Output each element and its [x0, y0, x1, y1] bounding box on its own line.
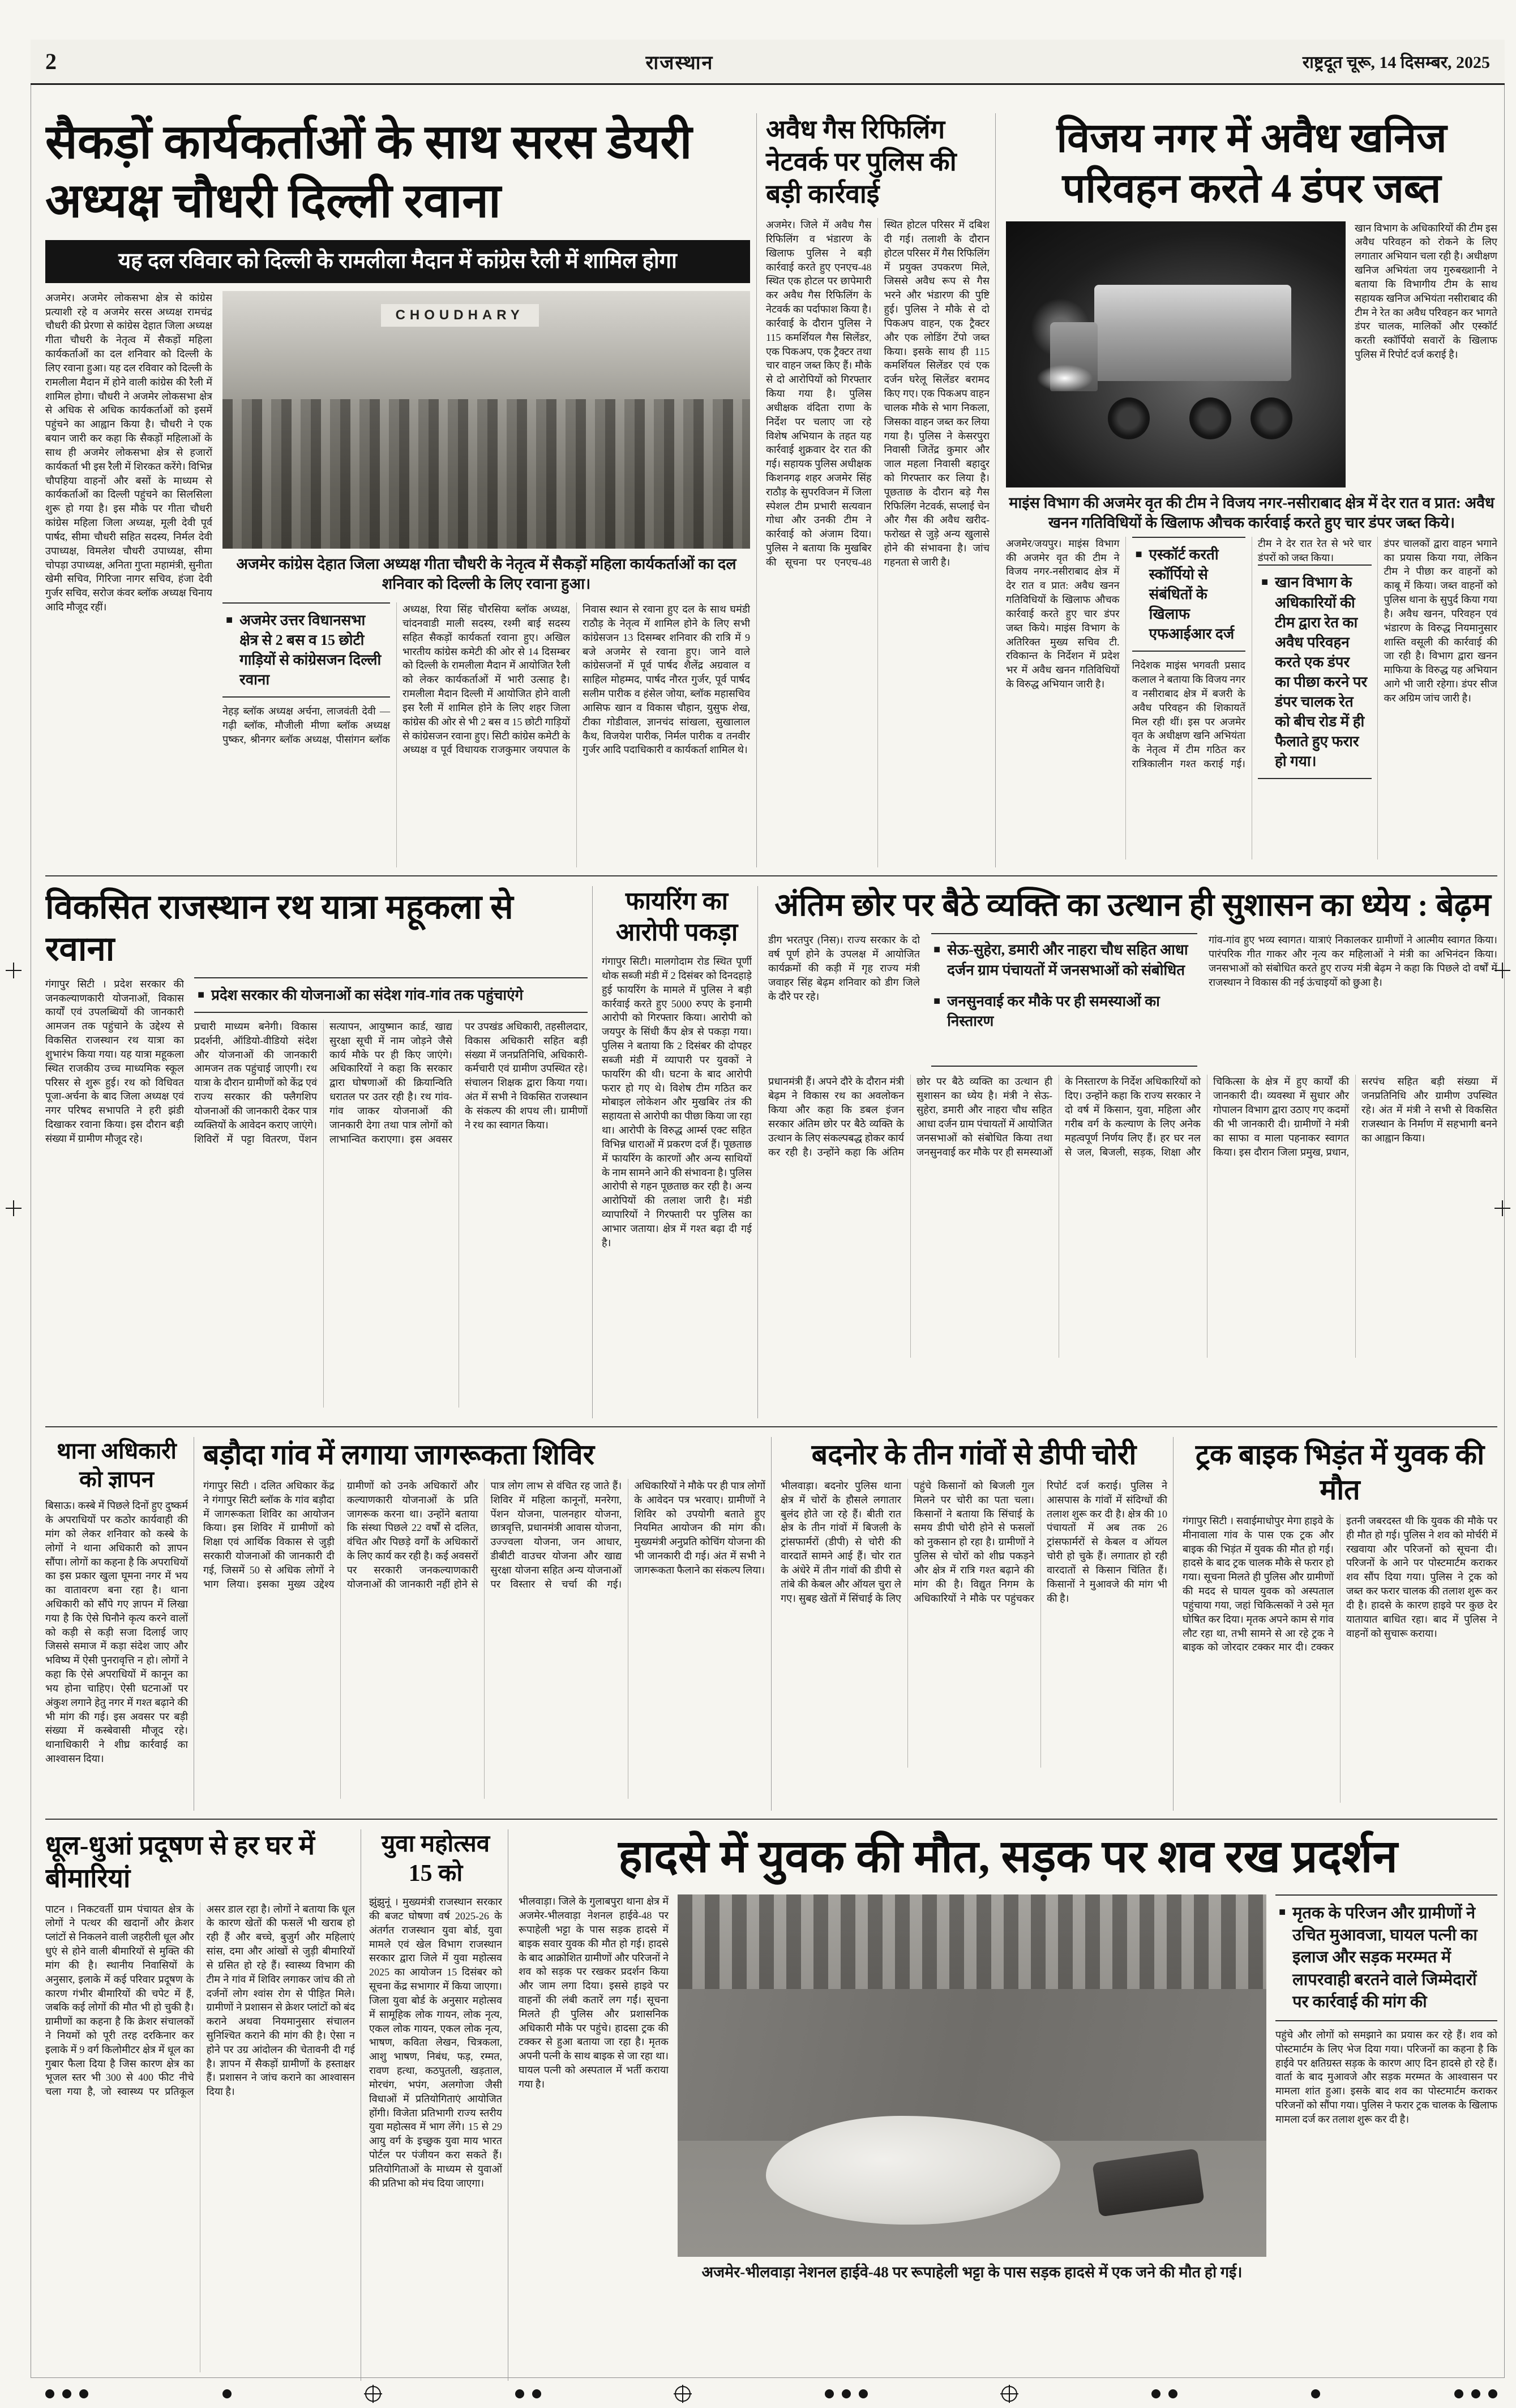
- article-dateline-column: गंगापुर सिटी । प्रदेश सरकार की जनकल्याणकारी योजनाओं, विकास कार्यों एवं उपलब्धियों की जानकारी आमजन तक पहुंचाने के उद्देश्य से विकसित राजस्थान रथ यात्रा का शुभारंभ किया गया। यह यात्रा महूकला स्थित राजकीय उच्च माध्यमिक स्कूल परिसर से शुरू हुई। रथ को विधिवत पूजा-अर्चना के बाद जिला अध्यक्ष एवं नगर परिषद सभापति ने हरी झंडी दिखाकर रवाना किया। इस दौरान बड़ी संख्या में ग्रामीण मौजूद रहे।: [45, 978, 184, 1144]
- photo-caption: अजमेर कांग्रेस देहात जिला अध्यक्ष गीता चौधरी के नेतृत्व में सैकड़ों महिला कार्यकर्ताओं का दल शनिवार को दिल्ली के लिए रवाना हुआ।: [236, 555, 736, 593]
- article-body: नेहड़ ब्लॉक अध्यक्ष अर्चना, लाजवंती देवी — गढ़ी ब्लॉक, मौजीली मीणा ब्लॉक अध्यक्ष पुष्कर, श्रीनगर ब्लॉक अध्यक्ष, पीसांगन ब्लॉक अध्यक्ष, रिया सिंह चौरसिया ब्लॉक अध्यक्ष, चांदनवाडी माली सदस्य, रश्मी बाई सदस्य सहित सैकड़ों कार्यकर्ता रवाना हुए। अखिल भारतीय कांग्रेस कमेटी की ओर से 14 दिसम्बर को दिल्ली के रामलीला मैदान में आयोजित रैली को लेकर कार्यकर्ताओं में भारी उत्साह है। रामलीला मैदान दिल्ली में आयोजित होने वाली इस रैली में शामिल होने के लिए शहर जिला कांग्रेस की ओर से भी 2 बस व 15 छोटी गाड़ियों से कांग्रेसजन रवाना हुए। सिटी कांग्रेस कमेटी के अध्यक्ष व पूर्व विधायक राजकुमार जयपाल के निवास स्थान से रवाना हुए दल के साथ घमंडी राठौड़ के नेतृत्व में शामिल होने के लिए सभी कांग्रेसजन 13 दिसम्बर शनिवार की रात्रि में 9 बजे अजमेर से रवाना हुए। जाने वाले कांग्रेसजनों में पूर्व पार्षद शैलेंद्र अग्रवाल व साहिल मोहम्मद, पार्षद नौरत गुर्जर, पूर्व पार्षद सलीम पारीक व हंसेल जोया, ब्लॉक महासचिव आसिफ खान व विकास चौहान, युसुफ शेख, टीका गोडीवाल, ज्ञानचंद सांखला, सुखालाल कैथ, विजयेश पारीक, निर्मल पारीक व तनवीर गुर्जर आदि पदाधिकारी व कार्यकर्ता शामिल थे।: [222, 604, 750, 756]
- section-divider: [45, 875, 1497, 876]
- registration-dot: [1488, 2389, 1497, 2398]
- article-body-left-column: अजमेर। अजमेर लोकसभा क्षेत्र से कांग्रेस प्रत्याशी रहे व अजमेर सरस अध्यक्ष रामचंद्र चौधरी की प्रेरणा से कांग्रेस देहात जिला अध्यक्ष गीता चौधरी के नेतृत्व में सैकड़ों महिला कार्यकर्ताओं का दल शनिवार को दिल्ली के लिए रवाना हुआ। यह दल रविवार को दिल्ली के रामलीला मैदान में होने वाली कांग्रेस की रैली में शामिल होगा। चौधरी ने अजमेर लोकसभा क्षेत्र से अधिक से अधिक कार्यकर्ताओं को इसमें पहुंचने का आह्वान किया है। चौधरी ने एक बयान जारी कर कहा कि सैकड़ों महिलाओं के साथ ही अजमेर लोकसभा क्षेत्र से हजारों कार्यकर्ता भी इस रैली में शिरकत करेंगे। विभिन्न चौपहिया वाहनों और बसों के माध्यम से कार्यकर्ताओं का दिल्ली पहुंचने का सिलसिला शुरू हो गया है। इस मौके पर गीता चौधरी कांग्रेस महिला जिला अध्यक्ष, मूली देवी पूर्व पार्षद, सीमा चौधरी सहित सदस्य, निर्मल देवी उपाध्यक्ष, विमलेश चौधरी उपाध्यक्ष, सीमा चोपड़ा उपाध्यक्ष, अनिता गुप्ता महामंत्री, सुनीता खेमी सचिव, गिरिजा नागर सचिव, हंजा देवी गुर्जर सचिव, सरोज कंवर ब्लॉक अध्यक्ष चिनाय आदि मौजूद रहीं।: [45, 292, 212, 613]
- article-body-columns: [203, 1479, 765, 1799]
- photo-banner-text: CHOUDHARY: [381, 304, 539, 327]
- section-divider: [45, 1426, 1497, 1427]
- article-body-columns: [194, 1020, 588, 1408]
- registration-dot-group: [515, 2389, 541, 2398]
- highlight-bullet-text: मृतक के परिजन और ग्रामीणों ने उचित मुआवजा, घायल पत्नी का इलाज और सड़क मरम्मत में लापरवाही बरतने वाले जिम्मेदारों पर कार्रवाई की मांग की: [1292, 1904, 1478, 2011]
- registration-dot-group: [1454, 2389, 1497, 2398]
- highlight-bullet-text: प्रदेश सरकार की योजनाओं का संदेश गांव-गांव तक पहुंचाएंगे: [211, 986, 524, 1003]
- section-divider: [45, 1819, 1497, 1820]
- article-saras-dairy: [45, 113, 750, 867]
- highlight-bullet-text: जनसुनवाई कर मौके पर ही समस्याओं का निस्तारण: [947, 993, 1160, 1029]
- highlight-bullet: [222, 602, 390, 698]
- registration-dot: [1454, 2389, 1463, 2398]
- truck-shape: [1094, 285, 1291, 380]
- article-side-column: खान विभाग के अधिकारियों की टीम इस अवैध परिवहन को रोकने के लिए लगातार अभियान चला रही है। अधीक्षण खनिज अभियंता जय गुरुबख्शानी ने बताया कि विभागीय टीम के साथ सहायक खनिज अभियंता नसीराबाद की टीम ने रेत का अवैध परिवहन कर भागते डंपर चालक, मालिकों और एस्कॉर्ट करती स्कॉर्पियो सवारों के खिलाफ पुलिस में रिपोर्ट दर्ज कराई है।: [1355, 222, 1497, 360]
- article-body-columns: [222, 602, 750, 867]
- article-headline: सैकड़ों कार्यकर्ताओं के साथ सरस डेयरी अध्यक्ष चौधरी दिल्ली रवाना: [45, 116, 692, 228]
- article-body: पाटन । निकटवर्ती ग्राम पंचायत क्षेत्र के लोगों ने पत्थर की खदानों और क्रेशर प्लांटों से निकलने वाली जहरीली धूल और धुएं से होने वाली बीमारियों से मुक्ति की मांग की है। स्थानीय निवासियों के अनुसार, इलाके में कई परिवार प्रदूषण के कारण गंभीर बीमारियों की चपेट में हैं, जबकि कई लोगों की मौत भी हो चुकी है। ग्रामीणों का कहना है कि क्रेशर संचालकों ने नियमों को पूरी तरह दरकिनार कर इलाके में 9 वर्ग किलोमीटर क्षेत्र में धूल का गुबार फैला दिया है जिस कारण क्षेत्र का भूजल स्तर भी 300 से 400 फीट नीचे चला गया है, जो स्वास्थ्य पर प्रतिकूल असर डाल रहा है। लोगों ने बताया कि धूल के कारण खेतों की फसलें भी खराब हो रही हैं और बच्चे, बुजुर्ग और महिलाएं सांस, दमा और आंखों से जुड़ी बीमारियों से ग्रसित हो रहे हैं। स्वास्थ्य विभाग की टीम ने गांव में शिविर लगाकर जांच की तो दर्जनों लोग श्वांस रोग से पीड़ित मिले। ग्रामीणों ने प्रशासन से क्रेशर प्लांटों को बंद कराने अथवा नियमानुसार संचालन सुनिश्चित कराने की मांग की है। ऐसा न होने पर उग्र आंदोलन की चेतावनी दी गई है। ज्ञापन में सैकड़ों ग्रामीणों के हस्ताक्षर हैं। प्रशासन ने जांच कराने का आश्वासन दिया है।: [45, 1903, 355, 2098]
- registration-dot: [842, 2389, 851, 2398]
- registration-cross-icon: [365, 2386, 381, 2402]
- article-body: अजमेर। जिले में अवैध गैस रिफिलिंग व भंडारण के खिलाफ पुलिस ने बड़ी कार्रवाई करते हुए एनएच-48 स्थित एक होटल पर छापेमारी कर अवैध गैस रिफिलिंग के नेटवर्क का पर्दाफाश किया है। कार्रवाई के दौरान पुलिस ने 115 कमर्शियल गैस सिलेंडर, एक पिकअप, एक ट्रैक्टर तथा चार वाहन जब्त किए हैं। मौके से दो आरोपियों को गिरफ्तार किया गया है। पुलिस अधीक्षक वंदिता राणा के निर्देश पर चलाए जा रहे विशेष अभियान के तहत यह कार्रवाई शुक्रवार देर रात की गई। सहायक पुलिस अधीक्षक किशनगढ़ शहर अजमेर सिंह राठौड़ के सुपरविजन में जिला स्पेशल टीम प्रभारी सत्यवान गोधा और उनकी टीम ने कार्रवाई को अंजाम दिया। पुलिस ने बताया कि मुखबिर की सूचना पर एनएच-48 स्थित होटल परिसर में दबिश दी गई। तलाशी के दौरान होटल परिसर में गैस रिफिलिंग में प्रयुक्त उपकरण मिले, जिससे अवैध रूप से गैस भरने और भंडारण की पुष्टि हुई। पुलिस ने मौके से दो पिकअप वाहन, एक ट्रैक्टर और एक लोडिंग टेंपो जब्त किया। इसके साथ ही 115 कमर्शियल सिलेंडर एवं एक दर्जन घरेलू सिलेंडर बरामद किए गए। एक पिकअप वाहन चालक मौके से भाग निकला, जिसका वाहन जब्त कर लिया गया है। पुलिस ने केसरपुरा निवासी जितेंद्र कुमार और जाल महला निवासी बहादुर को गिरफ्तार कर लिया है। पूछताछ के दौरान बड़े गैस रिफिलिंग नेटवर्क, सप्लाई चेन और गैस की अवैध खरीद-फरोख्त से जुड़े अन्य खुलासे होने की संभावना है। जांच गहनता से जारी है।: [766, 219, 990, 568]
- article-body-area: [194, 977, 588, 1408]
- crop-mark-icon: [6, 963, 22, 978]
- article-gas-refilling: [756, 113, 990, 867]
- highlight-bullet: [1258, 564, 1372, 779]
- bullet-square-icon: ■: [1279, 1906, 1286, 1919]
- truck-wheel-shape: [1108, 397, 1150, 439]
- highlight-bullet-text: एस्कॉर्ट करती स्कॉर्पियो से संबंधितों के खिलाफ एफआईआर दर्ज: [1149, 546, 1235, 643]
- article-body: अजमेर/जयपुर। माइंस विभाग की अजमेर वृत की टीम ने विजय नगर-नसीराबाद क्षेत्र में देर रात व प्रात: अवैध खनन गतिविधियों के खिलाफ औचक कार्रवाई करते हुए चार डंपर जब्त किये। माइंस विभाग के अतिरिक्त मुख्य सचिव टी. रविकान्त के निर्देशन में प्रदेश भर में अवैध खनन गतिविधियों के विरुद्ध अभियान जारी है।: [1006, 537, 1120, 690]
- photo-caption: अजमेर-भीलवाड़ा नेशनल हाईवे-48 पर रूपाहेली भट्टा के पास सड़क हादसे में एक जने की मौत हो गई।: [701, 2264, 1243, 2281]
- article-awareness-camp: [194, 1437, 765, 1811]
- article-headline: हादसे में युवक की मौत, सड़क पर शव रख प्रदर्शन: [618, 1832, 1398, 1882]
- registration-dot: [1311, 2389, 1320, 2398]
- registration-dot-group: [825, 2389, 868, 2398]
- article-body: पहुंचे और लोगों को समझाने का प्रयास कर रहे हैं। शव को पोस्टमार्टम के लिए भेज दिया गया। परिजनों का कहना है कि हाईवे पर क्षतिग्रस्त सड़क के कारण आए दिन हादसे हो रहे हैं। वार्ता के बाद मुआवजे और सड़क मरम्मत के आश्वासन पर मामला शांत हुआ। इसके बाद शव का पोस्टमार्टम कराकर परिजनों को सौंपा गया। पुलिस ने फरार ट्रक चालक के खिलाफ मामला दर्ज कर तलाश शुरू कर दी है।: [1275, 2029, 1497, 2125]
- article-headline: बड़ौदा गांव में लगाया जागरूकता शिविर: [203, 1439, 595, 1470]
- article-body-columns: [766, 218, 990, 867]
- article-body: प्रधानमंत्री हैं। अपने दौरे के दौरान मंत्री बेढ़म ने विकास रथ का अवलोकन किया और कहा कि डबल इंजन सरकार अंतिम छोर पर बैठे व्यक्ति के उत्थान के लिए संकल्पबद्ध होकर कार्य कर रही है। उन्होंने कहा कि अंतिम छोर पर बैठे व्यक्ति का उत्थान ही सुशासन का ध्येय है। मंत्री ने सेऊ-सुहेरा, डमारी और नाहरा चौध सहित आधा दर्जन ग्राम पंचायतों में आयोजित जनसभाओं को संबोधित किया तथा जनसुनवाई कर मौके पर ही समस्याओं के निस्तारण के निर्देश अधिकारियों को दिए। उन्होंने कहा कि राज्य सरकार ने दो वर्ष में किसान, युवा, महिला और गरीब वर्ग के कल्याण के लिए अनेक महत्वपूर्ण निर्णय लिए हैं। हर घर नल से जल, बिजली, सड़क, शिक्षा और चिकित्सा के क्षेत्र में हुए कार्यों की जानकारी दी। व्यवस्था में सुधार और गोपालन विभाग द्वारा उठाए गए कदमों की भी जानकारी दी। ग्रामीणों ने मंत्री का साफा व माला पहनाकर स्वागत किया। इस दौरान जिला प्रमुख, प्रधान, सरपंच सहित बड़ी संख्या में जनप्रतिनिधि और ग्रामीण उपस्थित रहे। अंत में मंत्री ने सभी से विकसित राजस्थान के निर्माण में सहभागी बनने का आह्वान किया।: [768, 1076, 1497, 1158]
- article-body: बिसाऊ। कस्बे में पिछले दिनों हुए दुष्कर्म के अपराधियों पर कठोर कार्यवाही की मांग को लेकर शनिवार को कस्बे के लोगों ने थाना अधिकारी को ज्ञापन सौंपा। लोगों का कहना है कि अपराधियों का इस प्रकार खुला घूमना नगर में भय का वातावरण बना रहा है। थाना अधिकारी को सौंपे गए ज्ञापन में लिखा गया है कि ऐसे घिनौने कृत्य करने वालों को कड़ी से कड़ी सजा दिलाई जाए जिससे समाज में कड़ा संदेश जाए और भविष्य में ऐसी पुनरावृत्ति न हो। लोगों ने कहा कि ऐसे अपराधियों में कानून का भय होना चाहिए। ऐसी घटनाओं पर अंकुश लगाने हेतु नगर में गश्त बढ़ाने की भी मांग की गई। इस अवसर पर बड़ी संख्या में कस्बेवासी मौजूद रहे। थानाधिकारी ने शीघ्र कार्रवाई का आश्वासन दिया।: [45, 1500, 188, 1765]
- article-body-columns: [45, 1902, 355, 2372]
- article-headline: बदनोर के तीन गांवों से डीपी चोरी: [811, 1439, 1137, 1470]
- article-headline: अंतिम छोर पर बैठे व्यक्ति का उत्थान ही सुशासन का ध्येय : बेढ़म: [774, 888, 1491, 923]
- article-body-columns: [1006, 537, 1497, 859]
- article-dust-pollution: [45, 1829, 355, 2381]
- article-firing-arrest: [592, 886, 752, 1418]
- article-headline: धूल-धुआं प्रदूषण से हर घर में बीमारियां: [45, 1831, 315, 1894]
- highlight-bullet-text: अजमेर उत्तर विधानसभा क्षेत्र से 2 बस व 15 छोटी गाड़ियों से कांग्रेसजन दिल्ली रवाना: [239, 612, 382, 688]
- registration-dot: [222, 2389, 232, 2398]
- article-body: निदेशक माइंस भगवती प्रसाद कलाल ने बताया कि विजय नगर व नसीराबाद क्षेत्र में बजरी के अवैध परिवहन की शिकायतें मिल रही थीं। इस पर अजमेर वृत के अधीक्षण खनि अभियंता के नेतृत्व में टीम गठित कर रात्रिकालीन गश्त कराई गई। टीम ने देर रात रेत से भरे चार डंपरों को जब्त किया।: [1132, 537, 1372, 770]
- article-sidebar: [1275, 1894, 1497, 2313]
- dumper-night-photo: [1006, 221, 1346, 487]
- article-body-left-column: भीलवाड़ा। जिले के गुलाबपुरा थाना क्षेत्र में अजमेर-भीलवाड़ा नेशनल हाईवे-48 पर रूपाहेली भट्टा के पास सड़क हादसे में बाइक सवार युवक की मौत हो गई। हादसे के बाद आक्रोशित ग्रामीणों और परिजनों ने शव को सड़क पर रखकर प्रदर्शन किया और जाम लगा दिया। इससे हाइवे पर वाहनों की लंबी कतारें लग गईं। सूचना मिलते ही पुलिस और प्रशासनिक अधिकारी मौके पर पहुंचे। हादसा ट्रक की टक्कर से हुआ बताया जा रहा है। मृतक अपनी पत्नी के साथ बाइक से जा रहा था। घायल पत्नी को अस्पताल में भर्ती कराया गया है।: [519, 1896, 669, 2090]
- highlight-bullet: [931, 986, 1197, 1037]
- registration-marks-row: [45, 2386, 1497, 2402]
- article-dateline-column: डीग भरतपुर (निस)। राज्य सरकार के दो वर्ष पूर्ण होने के उपलक्ष में आयोजित कार्यक्रमों की कड़ी में गृह राज्य मंत्री जवाहर सिंह बेढ़म शनिवार को डीग जिले के दौरे पर रहे।: [768, 934, 920, 1002]
- registration-dot: [62, 2389, 71, 2398]
- bullet-square-icon: ■: [226, 614, 233, 627]
- subhead-bar: यह दल रविवार को दिल्ली के रामलीला मैदान में कांग्रेस रैली में शामिल होगा: [45, 240, 750, 283]
- article-body: गंगापुर सिटी । दलित अधिकार केंद्र ने गंगापुर सिटी ब्लॉक के गांव बड़ौदा में जागरूकता शिविर का आयोजन किया। इस शिविर में ग्रामीणों को शिक्षा एवं आर्थिक विकास से जुड़ी सरकारी योजनाओं की जानकारी दी गई, जिसमें 50 से अधिक लोगों ने भाग लिया। इसका मुख्य उद्देश्य ग्रामीणों को उनके अधिकारों और कल्याणकारी योजनाओं के प्रति जागरूक करना था। उन्होंने बताया कि संस्था पिछले 22 वर्षों से दलित, वंचित और पिछड़े वर्गों के अधिकारों के लिए कार्य कर रही है। कई अवसरों पर सरकारी जनकल्याणकारी योजनाओं की जानकारी नहीं होने से पात्र लोग लाभ से वंचित रह जाते हैं। शिविर में महिला कानूनों, मनरेगा, पेंशन योजना, पालनहार योजना, छात्रवृत्ति, प्रधानमंत्री आवास योजना, उज्ज्वला योजना, जन आधार, डीबीटी वाउचर योजना और खाद्य सुरक्षा योजना सहित अन्य योजनाओं पर विस्तार से चर्चा की गई। अधिकारियों ने मौके पर ही पात्र लोगों के आवेदन पत्र भरवाए। ग्रामीणों ने शिविर को उपयोगी बताते हुए नियमित आयोजन की मांग की। मुख्यमंत्री अनुप्रति कोचिंग योजना की भी जानकारी दी गई। अंत में सभी ने जागरूकता फैलाने का संकल्प लिया।: [203, 1480, 765, 1590]
- road-shape: [678, 1989, 1266, 2141]
- highlight-bullet-text: सेऊ-सुहेरा, डमारी और नाहरा चौध सहित आधा दर्जन ग्राम पंचायतों में जनसभाओं को संबोधित: [947, 942, 1188, 978]
- article-body: डंपर चालकों द्वारा वाहन भगाने का प्रयास किया गया, लेकिन टीम ने पीछा कर वाहनों को काबू में किया। जब्त वाहनों को पुलिस थाना के सुपुर्द किया गया है। अवैध खनन, परिवहन एवं भंडारण के विरुद्ध नियमानुसार शास्ति वसूली की कार्रवाई की जा रही है। विभाग द्वारा खनन माफिया के विरुद्ध यह अभियान आगे भी जारी रहेगा। डंपर सीज कर अग्रिम जांच जारी है।: [1384, 537, 1497, 704]
- article-photo-column: [678, 1894, 1266, 2313]
- article-headline: युवा महोत्सव 15 को: [381, 1831, 490, 1887]
- bike-shape: [1093, 2148, 1205, 2217]
- registration-dot: [515, 2389, 524, 2398]
- registration-cross-icon: [1001, 2386, 1017, 2402]
- article-truck-bike-collision: [1173, 1437, 1497, 1811]
- bullet-square-icon: ■: [1261, 576, 1269, 589]
- article-headline: फायरिंग का आरोपी पकड़ा: [615, 887, 738, 946]
- bullet-square-icon: ■: [933, 994, 941, 1007]
- article-body: गंगापुर सिटी । सवाईमाधोपुर मेगा हाइवे के मीनावाला गांव के पास एक ट्रक और बाइक की भिड़ंत में युवक की मौत हो गई। हादसे के बाद ट्रक चालक मौके से फरार हो गया। सूचना मिलते ही पुलिस और ग्रामीणों की मदद से घायल युवक को अस्पताल पहुंचाया गया, जहां चिकित्सकों ने उसे मृत घोषित कर दिया। मृतक अपने काम से गांव लौट रहा था, तभी सामने से आ रहे ट्रक ने बाइक को जोरदार टक्कर मार दी। टक्कर इतनी जबरदस्त थी कि युवक की मौके पर ही मौत हो गई। पुलिस ने शव को मोर्चरी में रखवाया और परिजनों को सूचना दी। परिजनों के आने पर पोस्टमार्टम कराकर शव सौंप दिया गया। पुलिस ने ट्रक को जब्त कर फरार चालक की तलाश शुरू कर दी है। हादसे के कारण हाइवे पर कुछ देर यातायात बाधित रहा। बाद में पुलिस ने वाहनों को सुचारू कराया।: [1183, 1515, 1497, 1653]
- registration-dot: [1151, 2389, 1160, 2398]
- article-intro: गांव-गांव हुए भव्य स्वागत। यात्राएं निकालकर ग्रामीणों ने आत्मीय स्वागत किया। पारंपरिक गीत गाकर और नृत्य कर महिलाओं ने मंत्री का अभिनंदन किया। जनसभाओं को संबोधित करते हुए राज्य मंत्री बेढ़म ने कहा कि पिछले दो वर्षों में राजस्थान ने विकास की नई ऊंचाइयों को छुआ है।: [1209, 934, 1497, 988]
- article-body: झुंझुनूं । मुख्यमंत्री राजस्थान सरकार की बजट घोषणा वर्ष 2025-26 के अंतर्गत राजस्थान युवा बोर्ड, युवा मामले एवं खेल विभाग राजस्थान सरकार द्वारा जिले में युवा महोत्सव 2025 का आयोजन 15 दिसंबर को सूचना केंद्र सभागार में किया जाएगा। जिला युवा बोर्ड के अनुसार महोत्सव में सामूहिक लोक गायन, लोक नृत्य, एकल लोक गायन, एकल लोक नृत्य, भाषण, कविता लेखन, चित्रकला, आशु भाषण, निबंध, फड़, रम्मत, रावण हत्था, कठपुतली, खड़ताल, मोरचंग, भपंग, अलगोजा जैसी विधाओं में प्रतियोगिताएं आयोजित होंगी। विजेता प्रतिभागी राज्य स्तरीय युवा महोत्सव में भाग लेंगे। 15 से 29 आयु वर्ग के इच्छुक युवा माय भारत पोर्टल पर पंजीयन करा सकते हैं। प्रतियोगिताओं के माध्यम से युवाओं की प्रतिभा को मंच दिया जाएगा।: [369, 1896, 502, 2189]
- registration-dot-group: [1151, 2389, 1177, 2398]
- article-headline: अवैध गैस रिफिलिंग नेटवर्क पर पुलिस की बड़ी कार्रवाई: [766, 115, 957, 209]
- crowd-texture: [222, 399, 750, 549]
- article-body: भीलवाड़ा। बदनोर पुलिस थाना क्षेत्र में चोरों के हौसले लगातार बुलंद होते जा रहे हैं। बीती रात क्षेत्र के तीन गांवों में बिजली के ट्रांसफार्मरों (डीपी) से चोरी की वारदातें सामने आई हैं। चोर रात के अंधेरे में तीन गांवों की डीपी से तांबे की केबल और ऑयल चुरा ले गए। सुबह खेतों में सिंचाई के लिए पहुंचे किसानों को बिजली गुल मिलने पर चोरी का पता चला। किसानों ने बताया कि सिंचाई के समय डीपी चोरी होने से फसलों को नुकसान हो रहा है। ग्रामीणों ने पुलिस से चोरों को शीघ्र पकड़ने और क्षेत्र में रात्रि गश्त बढ़ाने की मांग की है। विद्युत निगम के अधिकारियों ने मौके पर पहुंचकर रिपोर्ट दर्ज कराई। पुलिस ने आसपास के गांवों में संदिग्धों की तलाश शुरू कर दी है। क्षेत्र की 10 पंचायतों में अब तक 26 ट्रांसफार्मरों से केबल व ऑयल चोरी हो चुके हैं। लगातार हो रही वारदातों से किसान चिंतित हैं। किसानों ने मुआवजे की मांग भी की है।: [781, 1480, 1167, 1604]
- highlight-bullet-list: [931, 933, 1197, 1067]
- article-photo-column: [222, 291, 750, 867]
- section-title: राजस्थान: [645, 52, 714, 74]
- article-body: गंगापुर सिटी। मालगोदाम रोड स्थित पूर्णी थोक सब्जी मंडी में 2 दिसंबर को दिनदहाड़े हुई फायरिंग के मामले में पुलिस ने बड़ी कार्रवाई करते हुए 5000 रुपए के इनामी आरोपी को गिरफ्तार किया। आरोपी को जयपुर के सिंधी कैंप क्षेत्र से पकड़ा गया। पुलिस ने बताया कि 2 दिसंबर की दोपहर सब्जी मंडी में व्यापारी पर युवकों ने फायरिंग की थी। घटना के बाद आरोपी फरार हो गए थे। विशेष टीम गठित कर मोबाइल लोकेशन और मुखबिर तंत्र की सहायता से आरोपी का पीछा किया जा रहा था। आरोपी के विरुद्ध आर्म्स एक्ट सहित विभिन्न धाराओं में प्रकरण दर्ज हैं। पूछताछ में फायरिंग के कारणों और अन्य साथियों के नाम सामने आने की संभावना है। पुलिस आरोपी से गहन पूछताछ कर रही है। अन्य आरोपियों की तलाश जारी है। मंडी व्यापारियों ने गिरफ्तारी पर पुलिस का आभार जताया। क्षेत्र में गश्त बढ़ा दी गई है।: [602, 956, 752, 1248]
- page-header: [31, 40, 1505, 85]
- highlight-bullet: [1275, 1894, 1497, 2021]
- registration-dot: [825, 2389, 834, 2398]
- highlight-bullet: [1132, 537, 1246, 652]
- highlight-bullet-text: खान विभाग के अधिकारियों की टीम द्वारा रेत का अवैध परिवहन करते एक डंपर का पीछा करने पर डंपर चालक रेत को बीच रोड में ही फैलाते हुए फरार हो गया।: [1275, 574, 1368, 770]
- article-body-columns: [781, 1479, 1167, 1768]
- article-body-columns: [768, 1075, 1497, 1358]
- article-headline: थाना अधिकारी को ज्ञापन: [57, 1438, 177, 1492]
- registration-dot: [79, 2389, 88, 2398]
- truck-wheel-shape: [1251, 397, 1292, 439]
- photo-caption: माइंस विभाग की अजमेर वृत की टीम ने विजय नगर-नसीराबाद क्षेत्र में देर रात व प्रात: अवैध खनन गतिविधियों के खिलाफ औचक कार्रवाई करते हुए चार डंपर जब्त किये।: [1009, 494, 1494, 532]
- truck-wheel-shape: [1189, 397, 1231, 439]
- registration-dot: [859, 2389, 868, 2398]
- article-headline: विकसित राजस्थान रथ यात्रा महूकला से रवाना: [45, 888, 513, 968]
- article-rath-yatra: [45, 886, 588, 1418]
- headlight-glow: [1037, 365, 1093, 392]
- page-number: 2: [45, 49, 57, 74]
- article-headline: विजय नगर में अवैध खनिज परिवहन करते 4 डंपर जब्त: [1056, 116, 1447, 212]
- article-dp-theft: [771, 1437, 1167, 1811]
- crowd-photo: [222, 291, 750, 549]
- article-thana-gyapan: [45, 1437, 188, 1811]
- highlight-bullet: [194, 977, 588, 1013]
- registration-dot-group: [45, 2389, 88, 2398]
- article-body-columns: [1183, 1514, 1497, 1803]
- bullet-square-icon: ■: [933, 943, 941, 956]
- article-body: प्रचारी माध्यम बनेगी। विकास प्रदर्शनी, ऑडियो-वीडियो संदेश और योजनाओं की जानकारी आमजन तक पहुंचाई जाएगी। रथ यात्रा के दौरान ग्रामीणों को केंद्र एवं राज्य सरकार की फ्लैगशिप योजनाओं की जानकारी देकर पात्र व्यक्तियों के आवेदन कराए जाएंगे। शिविरों में पट्टा वितरण, पेंशन सत्यापन, आयुष्मान कार्ड, खाद्य सुरक्षा सूची में नाम जोड़ने जैसे कार्य मौके पर ही किए जाएंगे। अधिकारियों ने कहा कि सरकार द्वारा घोषणाओं की क्रियान्विति धरातल पर उतर रही है। रथ गांव-गांव जाकर योजनाओं की जानकारी देगा तथा पात्र लोगों को लाभान्वित कराएगा। इस अवसर पर उपखंड अधिकारी, तहसीलदार, विकास अधिकारी सहित बड़ी संख्या में जनप्रतिनिधि, अधिकारी-कर्मचारी एवं ग्रामीण उपस्थित रहे। संचालन शिक्षक द्वारा किया गया। अंत में सभी ने विकसित राजस्थान के संकल्प की शपथ ली। ग्रामीणों ने रथ का स्वागत किया।: [194, 1020, 588, 1145]
- article-yuva-mahotsav: [361, 1829, 502, 2381]
- onlookers-texture: [678, 1894, 1266, 1988]
- accident-photo: [678, 1894, 1266, 2257]
- bullet-square-icon: ■: [1135, 548, 1142, 561]
- article-accident-protest: [508, 1829, 1497, 2381]
- crop-mark-icon: [6, 1200, 22, 1216]
- registration-dot: [1168, 2389, 1177, 2398]
- bullet-square-icon: ■: [198, 988, 205, 1001]
- masthead-date: राष्ट्रदूत चूरू, 14 दिसम्बर, 2025: [1302, 53, 1490, 72]
- article-headline: ट्रक बाइक भिड़ंत में युवक की मौत: [1195, 1439, 1485, 1505]
- registration-cross-icon: [675, 2386, 691, 2402]
- registration-dot: [1471, 2389, 1480, 2398]
- article-dumper-seizure: [995, 113, 1497, 867]
- registration-dot: [45, 2389, 54, 2398]
- registration-dot: [532, 2389, 541, 2398]
- article-bedham-sushasan: [757, 886, 1497, 1418]
- highlight-bullet: [931, 934, 1197, 985]
- shroud-shape: [766, 2116, 1060, 2225]
